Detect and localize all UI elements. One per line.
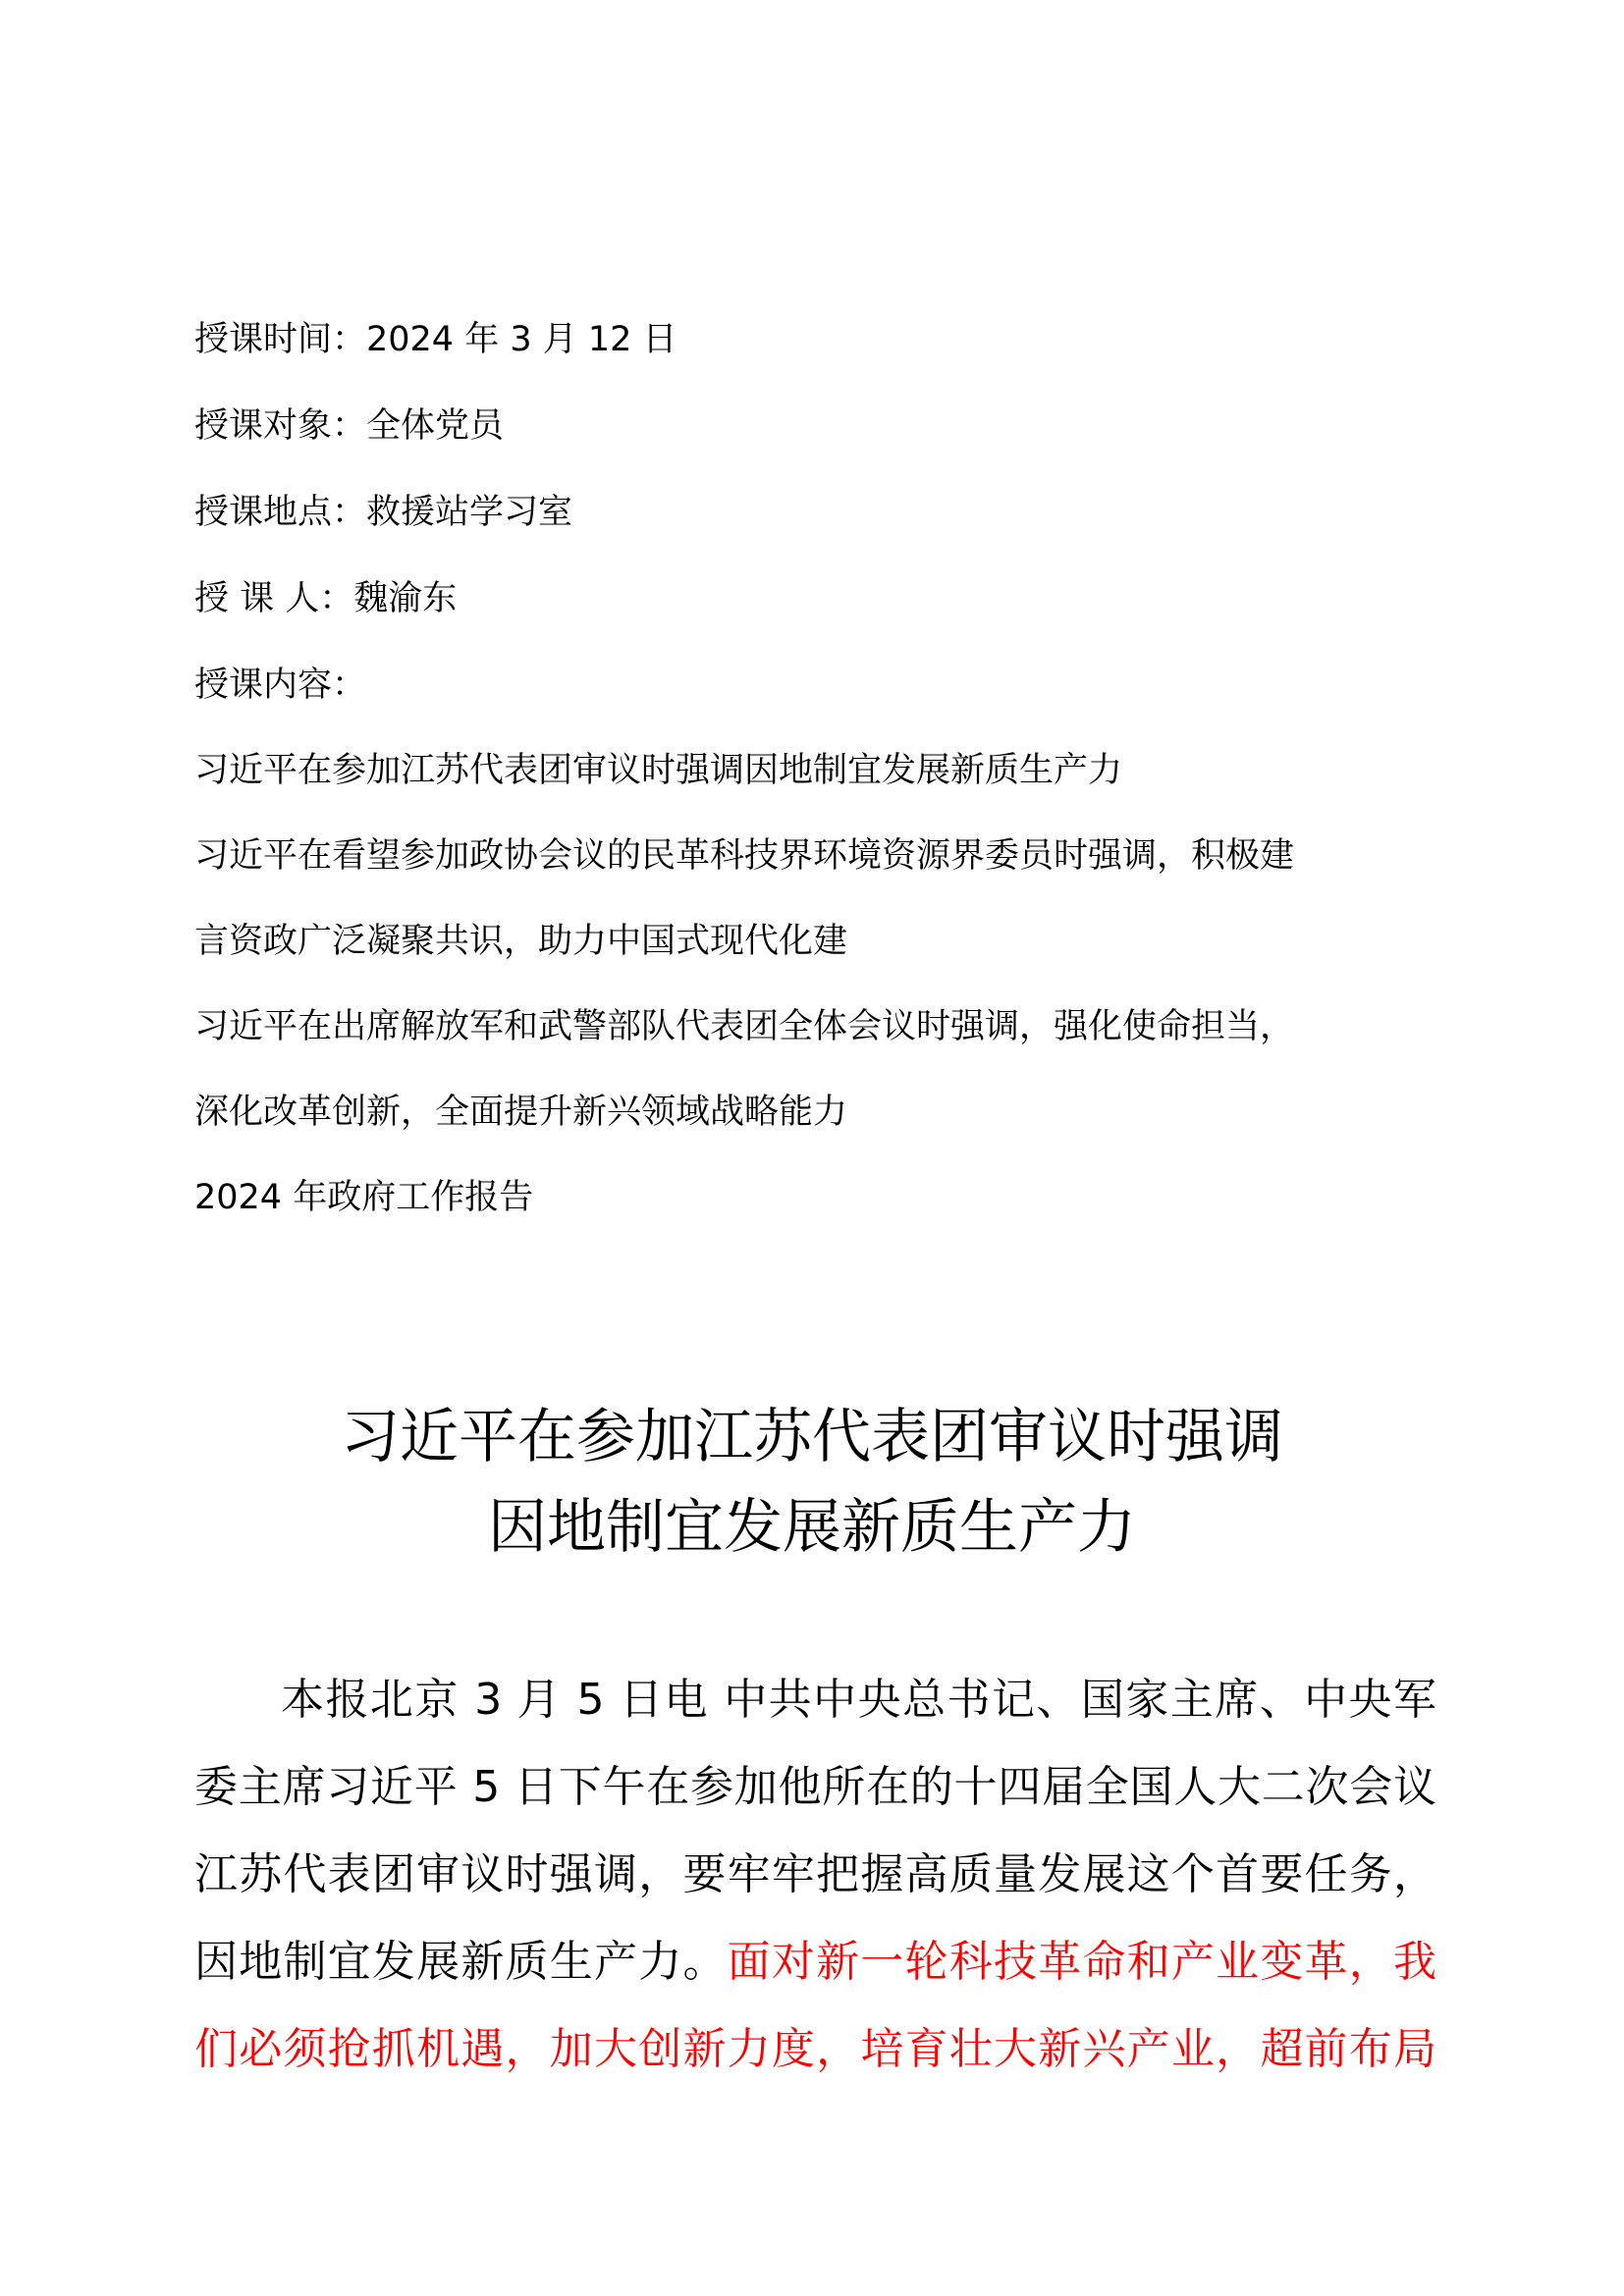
lecture-audience: 授课对象：全体党员 bbox=[194, 406, 505, 446]
lecture-time: 授课时间：2024 年 3 月 12 日 bbox=[194, 320, 677, 359]
content-item: 习近平在参加江苏代表团审议时强调因地制宜发展新质生产力 bbox=[194, 751, 1123, 790]
article-title-line-1: 习近平在参加江苏代表团审议时强调 bbox=[341, 1403, 1283, 1471]
content-item: 习近平在看望参加政协会议的民革科技界环境资源界委员时强调，积极建 bbox=[194, 836, 1295, 876]
article-line-highlight: 们必须抢抓机遇，加大创新力度，培育壮大新兴产业，超前布局 bbox=[194, 2024, 1436, 2074]
content-item: 习近平在出席解放军和武警部队代表团全体会议时强调，强化使命担当， bbox=[194, 1007, 1295, 1046]
content-item: 深化改革创新，全面提升新兴领域战略能力 bbox=[194, 1093, 848, 1132]
article-text-black: 因地制宜发展新质生产力。 bbox=[194, 1937, 728, 1987]
article-line: 委主席习近平 5 日下午在参加他所在的十四届全国人大二次会议 bbox=[194, 1762, 1436, 1812]
article-title bbox=[0, 1392, 1624, 1573]
content-item: 言资政广泛凝聚共识，助力中国式现代化建 bbox=[194, 922, 848, 961]
lecture-info bbox=[194, 296, 1451, 1241]
lecture-content-list bbox=[194, 728, 1451, 1241]
lecture-content-label: 授课内容： bbox=[194, 666, 367, 705]
article-body bbox=[194, 1656, 1436, 2093]
article-line-mixed bbox=[194, 1918, 1436, 2005]
lecture-location: 授课地点：救援站学习室 bbox=[194, 493, 573, 532]
article-line: 本报北京 3 月 5 日电 中共中央总书记、国家主席、中央军 bbox=[281, 1675, 1436, 1725]
lecture-lecturer: 授 课 人：魏渝东 bbox=[194, 579, 458, 618]
content-item: 2024 年政府工作报告 bbox=[194, 1178, 534, 1217]
article-text-highlight: 面对新一轮科技革命和产业变革，我 bbox=[727, 1937, 1437, 1987]
article-title-line-2: 因地制宜发展新质生产力 bbox=[488, 1493, 1136, 1562]
article-line: 江苏代表团审议时强调，要牢牢把握高质量发展这个首要任务， bbox=[194, 1849, 1436, 1899]
